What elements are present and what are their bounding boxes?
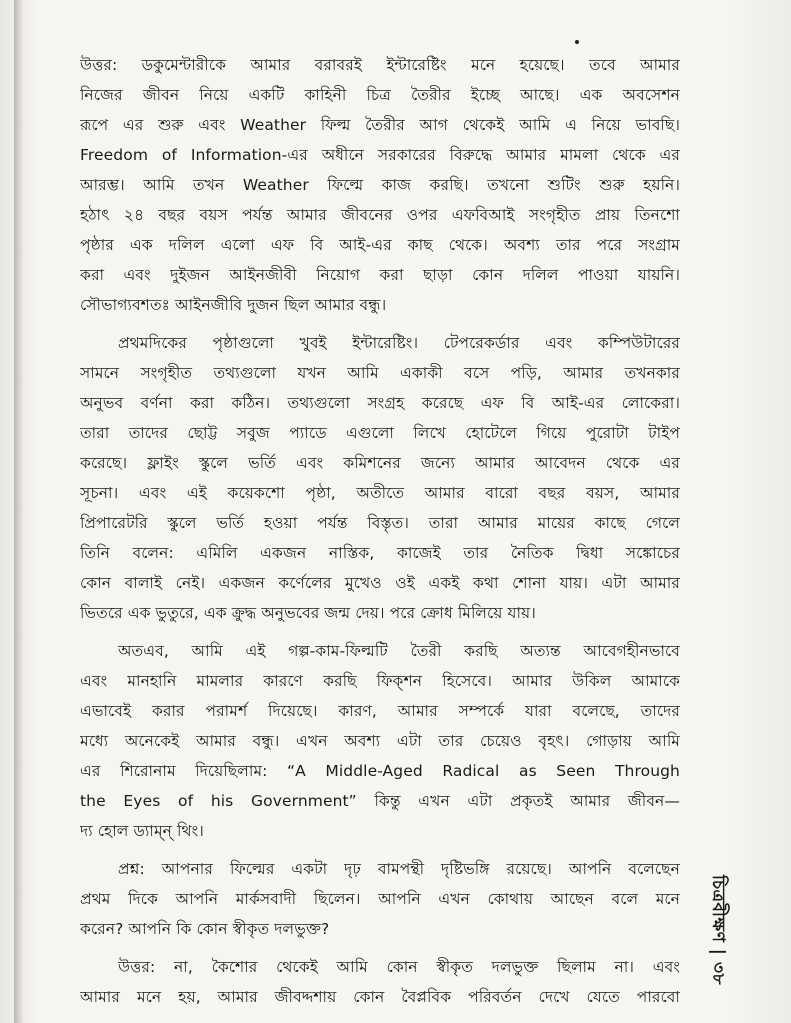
- body-text: [80, 50, 680, 1012]
- paragraph-3: [80, 636, 680, 846]
- journal-name-and-page: চিত্রবীক্ষণ | ৩৮: [708, 874, 729, 986]
- text-line: আরম্ভ। আমি তখন Weather ফিল্মে কাজ করছি। তখনো শুটিং শুরু হয়নি।: [80, 176, 680, 194]
- text-line: প্রশ্ন: আপনার ফিল্মের একটা দৃঢ় বামপন্থী দৃষ্টিভঙ্গি রয়েছে। আপনি বলেছেন: [118, 860, 680, 878]
- text-line: মধ্যে অনেকেই আমার বন্ধু। এখন অবশ্য এটা তার চেয়েও বৃহৎ। গোড়ায় আমি: [80, 732, 680, 750]
- text-line: এবং মানহানি মামলার কারণে করছি ফিক্‌শন হিসেবে। আমার উকিল আমাকে: [80, 672, 680, 690]
- text-line: প্রথম দিকে আপনি মার্কসবাদী ছিলেন। আপনি এখন কোথায় আছেন বলে মনে: [80, 890, 680, 908]
- paragraph-2: [80, 328, 680, 628]
- paragraph-question: [80, 854, 680, 944]
- text-line: সৌভাগ্যবশতঃ আইনজীবি দুজন ছিল আমার বন্ধু।: [80, 296, 387, 314]
- text-line: the Eyes of his Government” কিন্তু এখন এটা প্রকৃতই আমার জীবন—: [80, 792, 680, 810]
- text-line: দ্য হোল ড্যাম্‌ন্‌ থিং।: [80, 822, 204, 840]
- paragraph-answer-1: [80, 50, 680, 320]
- text-line: Freedom of Information-এর অধীনে সরকারের বিরুদ্ধে আমার মামলা থেকে এর: [80, 146, 680, 164]
- text-line: রূপে এর শুরু এবং Weather ফিল্ম তৈরীর আগ থেকেই আমি এ নিয়ে ভাবছি।: [80, 116, 680, 134]
- running-footer-page-number: [702, 860, 732, 1000]
- text-line: হঠাৎ ২৪ বছর বয়স পর্যন্ত আমার জীবনের ওপর এফবিআই সংগৃহীত প্রায় তিনশো: [80, 206, 680, 224]
- book-spine-shadow: [14, 0, 24, 1023]
- text-line: নিজের জীবন নিয়ে একটি কাহিনী চিত্র তৈরীর ইচ্ছে আছে। এক অবসেশন: [80, 86, 680, 104]
- paragraph-answer-2: [80, 952, 680, 1012]
- text-line: তারা তাদের ছোট্ট সবুজ প্যাডে এগুলো লিখে হোটেলে গিয়ে পুরোটা টাইপ: [80, 424, 680, 442]
- text-line: কোন বালাই নেই। একজন কর্ণেলের মুখেও ওই একই কথা শোনা যায়। এটা আমার: [80, 574, 680, 592]
- text-line: তিনি বলেন: এমিলি একজন নাস্তিক, কাজেই তার নৈতিক দ্বিধা সঙ্কোচের: [80, 544, 680, 562]
- text-line: করেছে। ফ্লাইং স্কুলে ভর্তি এবং কমিশনের জন্যে আমার আবেদন থেকে এর: [80, 454, 680, 472]
- text-line: সামনে সংগৃহীত তথ্যগুলো যখন আমি একাকী বসে পড়ি, আমার তখনকার: [80, 364, 680, 382]
- text-line: সূচনা। এবং এই কয়েকশো পৃষ্ঠা, অতীতে আমার বারো বছর বয়স, আমার: [80, 484, 680, 502]
- text-line: এভাবেই করার পরামর্শ দিয়েছে। কারণ, আমার সম্পর্কে যারা বলেছে, তাদের: [80, 702, 680, 720]
- text-line: করা এবং দুইজন আইনজীবী নিয়োগ করা ছাড়া কোন দলিল পাওয়া যায়নি।: [80, 266, 680, 284]
- text-line: উত্তর: না, কৈশোর থেকেই আমি কোন স্বীকৃত দলভুক্ত ছিলাম না। এবং: [118, 958, 680, 976]
- text-line: অনুভব বর্ণনা করা কঠিন। তথ্যগুলো সংগ্রহ করেছে এফ বি আই-এর লোকেরা।: [80, 394, 680, 412]
- text-line: অতএব, আমি এই গল্প-কাম-ফিল্মটি তৈরী করছি অত্যন্ত আবেগহীনভাবে: [118, 642, 680, 660]
- text-line: উত্তর: ডকুমেন্টারীকে আমার বরাবরই ইন্টারেষ্টিং মনে হয়েছে। তবে আমার: [80, 56, 680, 74]
- text-line: প্রথমদিকের পৃষ্ঠাগুলো খুবই ইন্টারেষ্টিং। টেপরেকর্ডার এবং কম্পিউটারের: [118, 334, 680, 352]
- text-line: এর শিরোনাম দিয়েছিলাম: “A Middle-Aged Radical as Seen Through: [80, 762, 680, 780]
- ink-speck: [575, 40, 579, 44]
- text-line: করেন? আপনি কি কোন স্বীকৃত দলভুক্ত?: [80, 920, 330, 938]
- text-line: আমার মনে হয়, আমার জীবদ্দশায় কোন বৈপ্লবিক পরিবর্তন দেখে যেতে পারবো: [80, 988, 680, 1006]
- text-line: পৃষ্ঠার এক দলিল এলো এফ বি আই-এর কাছ থেকে। অবশ্য তার পরে সংগ্রাম: [80, 236, 680, 254]
- text-line: প্রিপারেটরি স্কুলে ভর্তি হওয়া পর্যন্ত বিস্তৃত। তারা আমার মায়ের কাছে গেলে: [80, 514, 680, 532]
- text-line: ভিতরে এক ভুতুরে, এক ক্রুদ্ধ অনুভবের জন্ম দেয়। পরে ক্রোধ মিলিয়ে যায়।: [80, 604, 536, 622]
